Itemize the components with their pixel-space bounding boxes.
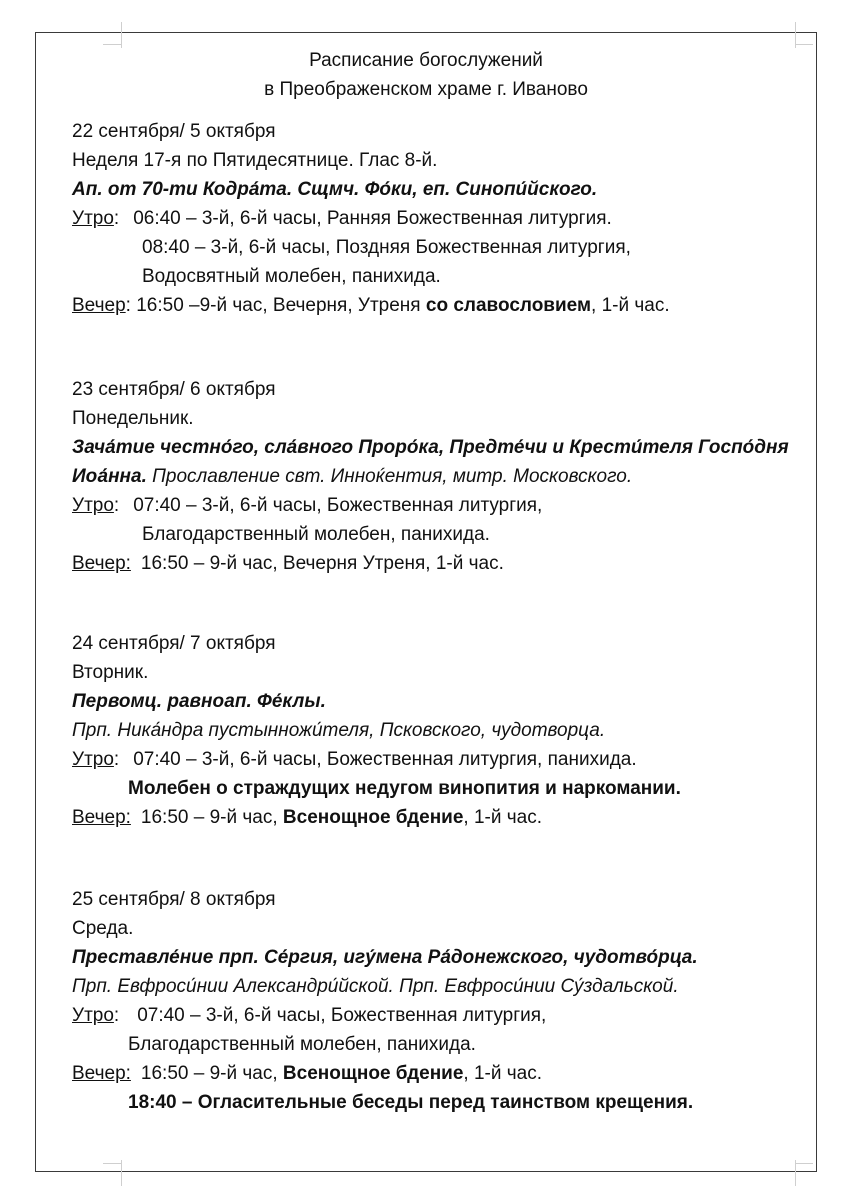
page-title: Расписание богослужений [309,50,543,71]
day-date: 25 сентября/ 8 октября [72,889,276,910]
crop-mark [795,44,813,45]
morning-label: Утро [72,208,114,229]
morning-row: Утро: 06:40 – 3-й, 6-й часы, Ранняя Божественная литургия. [72,208,612,229]
service-time: 06:40 – 3-й, 6-й часы, Ранняя Божественная литургия. [133,208,612,229]
evening-label: Вечер: [72,1063,131,1084]
evening-row [72,550,504,578]
crop-mark [121,22,122,48]
morning-label: Утро [72,749,114,770]
service-time: 16:50 – 9-й час, [140,807,283,828]
evening-label: Вечер: [72,807,131,828]
evening-row [72,1060,542,1088]
crop-mark [121,1160,122,1186]
day-weekday: Неделя 17-я по Пятидесятнице. Глас 8-й. [72,150,438,171]
page-subtitle: в Преображенском храме г. Иваново [264,79,588,100]
service-time: 07:40 – 3-й, 6-й часы, Божественная литургия, [133,495,543,516]
service-highlight: Всенощное бдение [282,807,464,828]
saint-commemoration: Прп. Евфроси́нии Александри́йской. Прп. Евфроси́нии Су́здальской. [72,976,679,997]
evening-label: Вечер: [72,553,131,574]
day-feast: Зача́тие честно́го, сла́вного Проро́ка, Предте́чи и Крести́теля Госпо́дня [72,437,789,458]
morning-row: Утро: 07:40 – 3-й, 6-й часы, Божественная литургия, панихида. [72,749,637,770]
service-time: 07:40 – 3-й, 6-й часы, Божественная литургия, панихида. [133,749,637,770]
day-date: 24 сентября/ 7 октября [72,633,276,654]
saint-commemoration: Прп. Ника́ндра пустынножи́теля, Псковского, чудотворца. [72,720,606,741]
service-time: Благодарственный молебен, панихида. [128,1034,476,1055]
day-date: 22 сентября/ 5 октября [72,121,276,142]
saint-commemoration: Прославление свт. Инноќентия, митр. Московского. [146,466,633,487]
evening-row: Вечер: 16:50 –9-й час, Вечерня, Утреня со славословием, 1-й час. [72,295,670,316]
morning-label: Утро [72,1005,114,1026]
feast-name: Иоа́нна. [72,466,147,487]
service-time: 16:50 –9-й час, Вечерня, Утреня [136,295,426,316]
service-time: Благодарственный молебен, панихида. [142,524,490,545]
service-time: Водосвятный молебен, панихида. [142,266,441,287]
day-feast-cont [72,463,632,491]
service-time: , 1-й час. [463,807,543,828]
service-time: 08:40 – 3-й, 6-й часы, Поздняя Божественная литургия, [142,237,631,258]
service-time: 16:50 – 9-й час, [140,1063,283,1084]
day-feast: Первомц. равноап. Фе́клы. [72,691,326,712]
morning-label: Утро [72,495,114,516]
morning-row: Утро: 07:40 – 3-й, 6-й часы, Божественная литургия, [72,1005,547,1026]
day-date: 23 сентября/ 6 октября [72,379,276,400]
day-weekday: Вторник. [72,662,149,683]
service-time: 16:50 – 9-й час, Вечерня Утреня, 1-й час. [140,553,504,574]
morning-row: Утро: 07:40 – 3-й, 6-й часы, Божественная литургия, [72,495,543,516]
service-highlight: Всенощное бдение [282,1063,464,1084]
special-service: 18:40 – Огласительные беседы перед таинством крещения. [128,1092,694,1113]
crop-mark [103,1163,121,1164]
day-weekday: Понедельник. [72,408,194,429]
day-feast: Преставле́ние прп. Се́ргия, игу́мена Ра́донежского, чудотво́рца. [72,947,698,968]
service-time: 07:40 – 3-й, 6-й часы, Божественная литургия, [137,1005,547,1026]
service-highlight: со славословием [425,295,592,316]
service-time: , 1-й час. [591,295,670,316]
evening-label: Вечер [72,295,126,316]
special-service: Молебен о страждущих недугом винопития и наркомании. [128,778,681,799]
crop-mark [795,1163,813,1164]
day-feast: Ап. от 70-ти Кодра́та. Сщмч. Фо́ки, еп. Синопи́йского. [72,179,598,200]
service-time: , 1-й час. [463,1063,543,1084]
day-weekday: Среда. [72,918,134,939]
crop-mark [103,44,121,45]
evening-row [72,804,542,832]
